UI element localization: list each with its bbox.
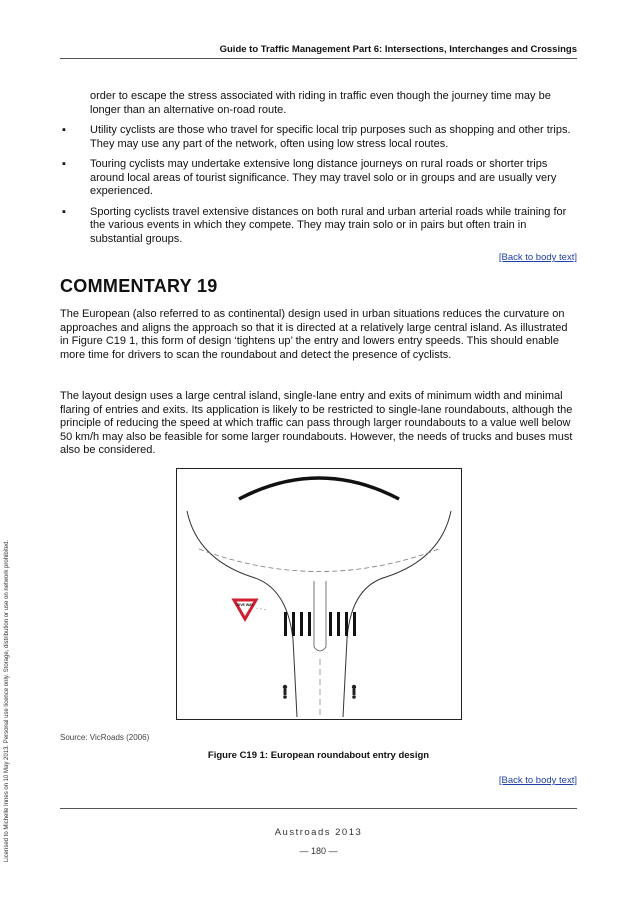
header-rule [60, 58, 577, 59]
back-to-body-link[interactable]: [Back to body text] [498, 252, 577, 263]
bullet-marker: ▪ [62, 158, 66, 170]
right-kerb [343, 511, 451, 717]
back-to-body-link[interactable]: [Back to body text] [498, 775, 577, 786]
licence-note: Licensed to Michelle Innes on 10 May 2013. Personal use licence only. Storage, distribution or use on network prohibited. [4, 539, 10, 862]
bullet-item [60, 206, 577, 247]
bullet-text: Sporting cyclists travel extensive distances on both rural and urban arterial roads while training for the various events in which they compete. They may train solo or in pairs but often train in substantial groups. [90, 205, 567, 245]
commentary-heading: COMMENTARY 19 [60, 276, 218, 296]
figure-source: Source: VicRoads (2006) [60, 733, 150, 742]
bullet-text: Touring cyclists may undertake extensive long distance journeys on rural roads or shorter trips around local areas of tourist significance. They may travel solo or in groups and are usually very experienced. [90, 158, 557, 197]
central-island-arc [239, 478, 399, 499]
give-way-sign-text: GIVE WAY [236, 603, 254, 607]
bicycle-symbol-icon [352, 685, 356, 699]
commentary-paragraph: The layout design uses a large central island, single-lane entry and exits of minimum width and minimal flaring of entries and exits. Its application is likely to be restricted to single-lane roundabouts, although the principle of reducing the speed at which traffic can pass through larger roundabouts to a value well below 50 km/h may also be feasible for some larger roundabouts. However, the needs of trucks and buses must also be considered. [60, 390, 573, 456]
bullet-text: Utility cyclists are those who travel for specific local trip purposes such as shopping and other trips. They may use any part of the network, often using low stress local routes. [90, 124, 571, 150]
roundabout-figure [176, 468, 462, 720]
bullet-item [60, 158, 577, 199]
bullet-list [60, 90, 577, 253]
page-number: — 180 — [299, 846, 338, 856]
bullet-continuation: order to escape the stress associated with riding in traffic even though the journey time may be longer than an alternative on-road route. [90, 90, 551, 116]
running-header: Guide to Traffic Management Part 6: Intersections, Interchanges and Crossings [219, 44, 577, 55]
sign-leader [256, 608, 267, 610]
bicycle-symbol-icon [283, 685, 287, 699]
footer-org: Austroads 2013 [274, 827, 363, 838]
lane-line [199, 549, 439, 572]
figure-caption: Figure C19 1: European roundabout entry design [207, 750, 430, 761]
commentary-paragraph: The European (also referred to as continental) design used in urban situations reduces the curvature on approaches and aligns the approach so that it is directed at a relatively large central island. As illustrated in Figure C19 1, this form of design ‘tightens up’ the entry and lowers entry speeds. This should enable more time for drivers to scan the roundabout and detect the presence of cyclists. [60, 308, 568, 361]
bullet-item [60, 124, 577, 151]
bullet-marker: ▪ [62, 124, 66, 136]
bullet-marker: ▪ [62, 205, 66, 218]
splitter-island [314, 581, 326, 651]
roundabout-diagram [177, 469, 461, 719]
pedestrian-crossing [284, 612, 356, 636]
footer-rule [60, 808, 577, 809]
